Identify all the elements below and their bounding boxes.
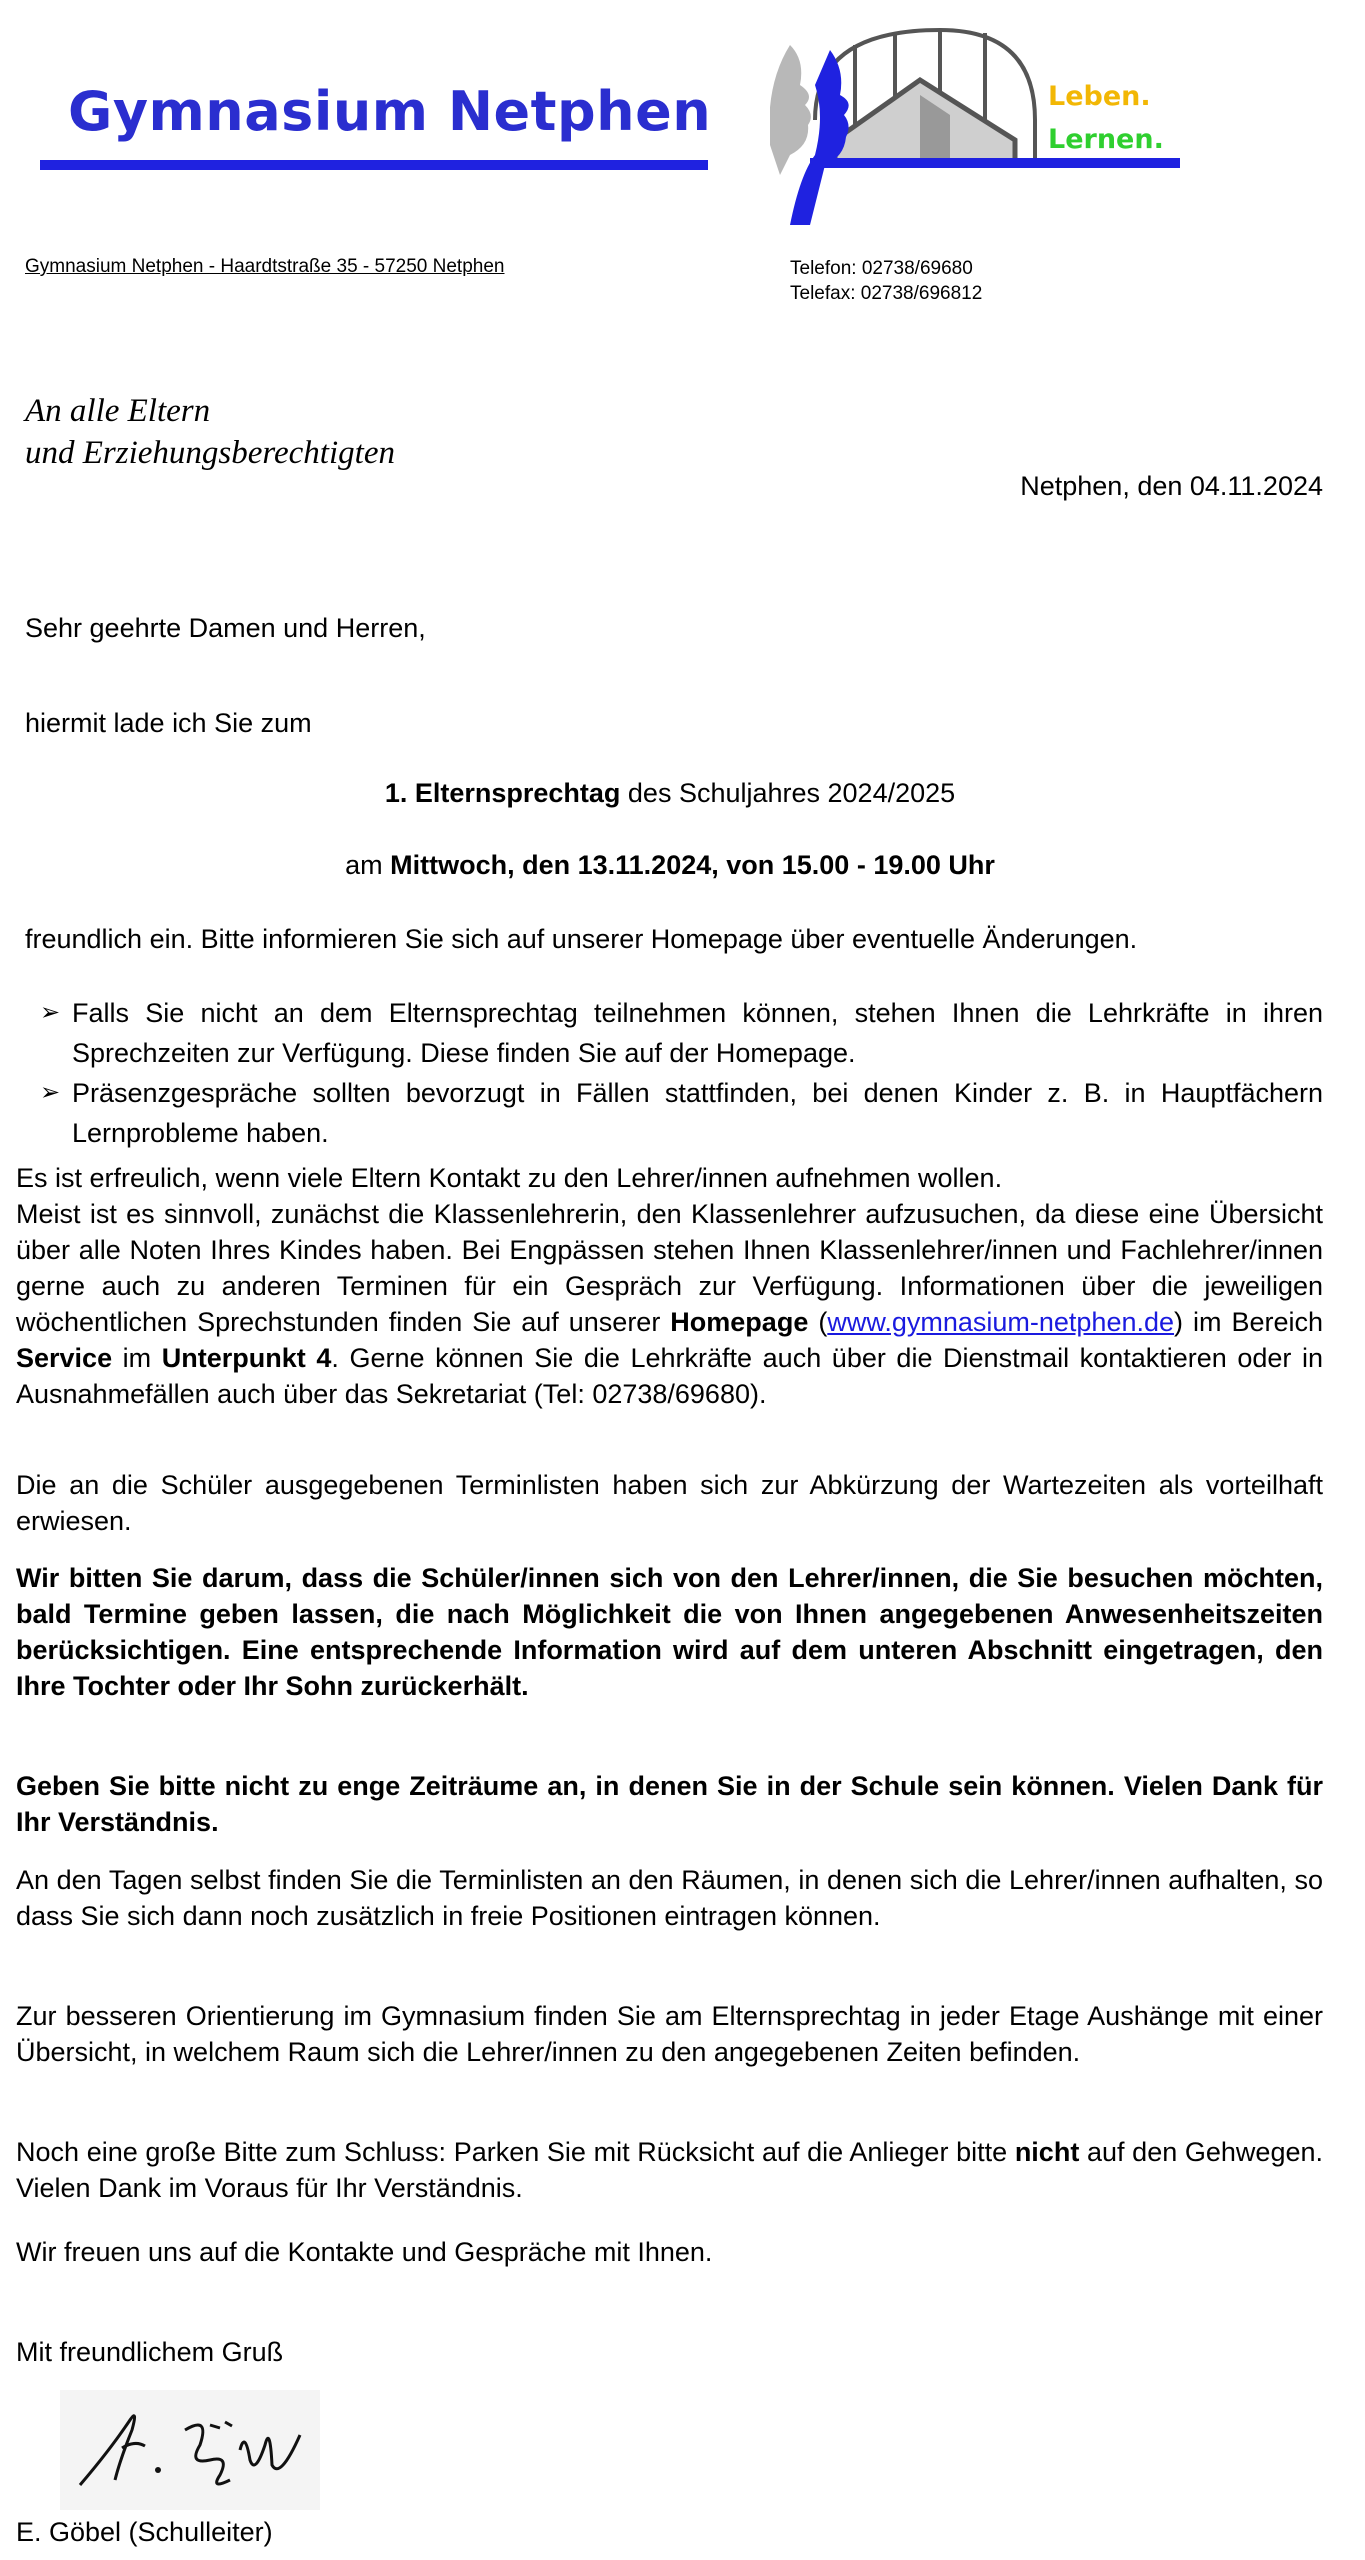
bullet-list xyxy=(40,993,1323,1153)
paragraph-timeframes: Geben Sie bitte nicht zu enge Zeiträume an, in denen Sie in der Schule sein können. Vielen Dank für Ihr Verständnis. xyxy=(16,1771,1323,1837)
event-date-bold: Mittwoch, den 13.11.2024, von 15.00 - 19.00 Uhr xyxy=(390,850,995,880)
paragraph-terminlisten: Die an die Schüler ausgegebenen Terminlisten haben sich zur Abkürzung der Wartezeiten als vorteilhaft erwiesen. xyxy=(16,1470,1323,1536)
paragraph-closing-thanks: Wir freuen uns auf die Kontakte und Gespräche mit Ihnen. xyxy=(16,2237,713,2267)
unterpunkt-label: Unterpunkt 4 xyxy=(161,1343,332,1373)
list-item xyxy=(40,993,1323,1073)
header-rule xyxy=(40,160,708,170)
event-title-rest: des Schuljahres 2024/2025 xyxy=(620,778,956,808)
school-name: Gymnasium Netphen xyxy=(68,80,712,143)
service-label: Service xyxy=(16,1343,113,1373)
bullet-text: Präsenzgespräche sollten bevorzugt in Fällen stattfinden, bei denen Kinder z. B. in Hauptfächern Lernprobleme haben. xyxy=(72,1078,1323,1148)
para-text: . Gerne können Sie die Lehrkräfte auch über die Dienstmail kontaktieren oder in Ausnahmefällen auch über das Sekretariat (Tel: 02738/69680). xyxy=(16,1343,1323,1409)
para-text: auf den Gehwegen. Vielen Dank im Voraus für Ihr Verständnis. xyxy=(16,2137,1323,2203)
signature-image xyxy=(60,2390,320,2510)
logo-text-lernen: Lernen. xyxy=(1048,124,1164,155)
event-date xyxy=(0,850,1340,881)
para-text: ( xyxy=(808,1307,828,1337)
fax-number: Telefax: 02738/696812 xyxy=(790,283,983,304)
event-title-bold: 1. Elternsprechtag xyxy=(384,778,621,808)
sender-address: Gymnasium Netphen - Haardtstraße 35 - 57250 Netphen xyxy=(25,256,505,277)
para-text: Meist ist es sinnvoll, zunächst die Klassenlehrerin, den Klassenlehrer aufzusuchen, da diese eine Übersicht über alle Noten Ihres Kindes haben. Bei Engpässen stehen Ihnen Klassenlehrer/innen und Fachlehrer/innen gerne auch zu anderen Terminen für ein Gespräch zur Verfügung. Informationen über die jeweiligen wöchentlichen Sprechstunden finden Sie auf unserer xyxy=(16,1199,1323,1337)
phone-number: Telefon: 02738/69680 xyxy=(790,258,973,279)
para-text: ) im Bereich xyxy=(1174,1307,1324,1337)
recipient-line-1: An alle Eltern xyxy=(25,393,211,429)
recipient-line-2: und Erziehungsberechtigten xyxy=(25,435,395,471)
greeting: Sehr geehrte Damen und Herren, xyxy=(25,613,426,643)
paragraph-contact-body xyxy=(16,1196,1323,1412)
school-logo xyxy=(770,25,1180,240)
recipient-block xyxy=(25,390,395,474)
paragraph-room-lists: An den Tagen selbst finden Sie die Terminlisten an den Räumen, in denen sich die Lehrer/innen aufhalten, so dass Sie sich dann noch zusätzlich in freie Positionen eintragen können. xyxy=(16,1865,1323,1931)
paragraph-orientation: Zur besseren Orientierung im Gymnasium finden Sie am Elternsprechtag in jeder Etage Aushänge mit einer Übersicht, in welchem Raum sich die Lehrer/innen zu den angegebenen Zeiten befinden. xyxy=(16,2001,1323,2067)
continuation-line: freundlich ein. Bitte informieren Sie sich auf unserer Homepage über eventuelle Änderungen. xyxy=(25,924,1138,954)
para-text: im xyxy=(112,1343,162,1373)
arrow-bullet-icon: ➢ xyxy=(40,1079,61,1106)
parking-emphasis: nicht xyxy=(1014,2137,1080,2167)
event-date-prefix: am xyxy=(345,850,391,880)
arrow-bullet-icon: ➢ xyxy=(40,999,61,1026)
paragraph-contact xyxy=(16,1160,1323,1412)
letter-date: Netphen, den 04.11.2024 xyxy=(1020,471,1323,501)
homepage-label: Homepage xyxy=(670,1307,809,1337)
list-item xyxy=(40,1073,1323,1153)
paragraph-parking xyxy=(16,2134,1323,2206)
bullet-text: Falls Sie nicht an dem Elternsprechtag teilnehmen können, stehen Ihnen die Lehrkräfte in ihren Sprechzeiten zur Verfügung. Diese finden Sie auf der Homepage. xyxy=(72,998,1323,1068)
paragraph-contact-line-1: Es ist erfreulich, wenn viele Eltern Kontakt zu den Lehrer/innen aufnehmen wollen. xyxy=(16,1163,1003,1193)
closing-formula: Mit freundlichem Gruß xyxy=(16,2337,284,2367)
paragraph-request: Wir bitten Sie darum, dass die Schüler/innen sich von den Lehrer/innen, die Sie besuchen möchten, bald Termine geben lassen, die nach Möglichkeit die von Ihnen angegebenen Anwesenheitszeiten berücksichtigen. Eine entsprechende Information wird auf dem unteren Abschnitt eingetragen, den Ihre Tochter oder Ihr Sohn zurückerhält. xyxy=(16,1563,1323,1701)
event-title xyxy=(0,778,1340,809)
signature-name: E. Göbel (Schulleiter) xyxy=(16,2517,273,2547)
homepage-link[interactable]: www.gymnasium-netphen.de xyxy=(827,1307,1175,1337)
para-text: Noch eine große Bitte zum Schluss: Parken Sie mit Rücksicht auf die Anlieger bitte xyxy=(16,2137,1015,2167)
intro-line: hiermit lade ich Sie zum xyxy=(25,708,312,738)
logo-text-leben: Leben. xyxy=(1048,81,1151,112)
contact-info xyxy=(790,256,982,306)
